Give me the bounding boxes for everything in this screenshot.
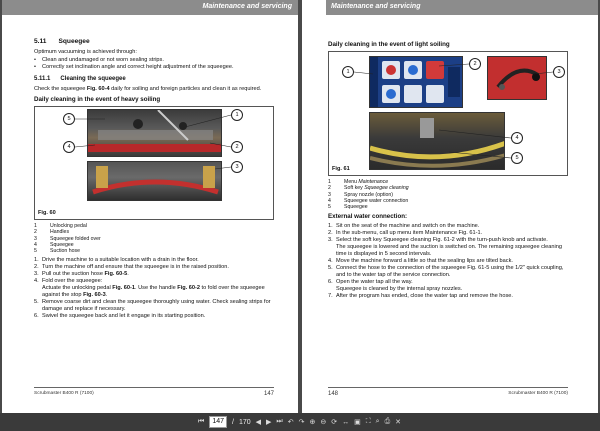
fig-ref[interactable]: Fig. 60-2 [177,285,200,292]
step-text: Fold over the squeegee: [42,278,103,285]
step-number [328,244,336,258]
step-text: Turn the machine off and ensure that the squeegee is in the raised position. [42,264,229,271]
callout-3: 3 [553,66,565,78]
figure-legend [34,223,274,254]
legend-num: 2 [328,185,331,192]
legend-text-italic: Maintenance [358,179,389,185]
step-text: Move the machine forward a little so that the sealing lips are tilted back. [336,258,513,265]
fig-ref[interactable]: Fig. 60-4 [86,86,110,92]
step-item [328,279,568,286]
page-separator: / [232,418,234,426]
legend-text-italic: Squeegee cleaning [364,185,409,192]
step-text-c: to fold over the squeegee against the stop [42,285,265,299]
light-soiling-title: Daily cleaning in the event of light soiling [328,41,450,48]
step-number: 5. [34,299,39,306]
callout-4: 4 [63,141,75,153]
step-text [42,285,274,299]
step-text: Sit on the seat of the machine and switch on the machine. [336,223,480,230]
page-header [326,0,598,15]
legend-text: Suction hose [50,248,80,255]
step-item [34,313,274,320]
prev-page-icon[interactable]: ◀ [255,419,262,426]
step-text: Squeegee is cleaned by the internal spray nozzles. [336,286,463,293]
header-title: Maintenance and servicing [202,3,292,10]
step-text: Drive the machine to a suitable location with a drain in the floor. [42,257,199,264]
legend-num: 2 [34,229,37,236]
legend-num: 1 [34,223,37,229]
section-name: Squeegee [58,38,90,45]
footer-model: Scrubmaster B400 R (7100) [508,391,568,396]
heavy-soiling-title: Daily cleaning in the event of heavy soiling [34,96,161,103]
step-text: Swivel the squeegee back and let it engage in its starting position. [42,313,206,320]
last-page-icon[interactable]: ⏭ [276,418,283,425]
print-icon[interactable]: ⎙ [384,418,391,425]
subsection-name: Cleaning the squeegee [60,76,126,82]
step-text: Select the soft key Squeegee cleaning Fig. 61-2 with the turn-push knob and activate. [336,237,548,244]
external-water-title: External water connection: [328,213,408,221]
fit-width-icon[interactable]: ↔ [342,418,350,426]
legend-num: 3 [34,235,37,242]
close-icon[interactable]: ✕ [395,419,402,426]
step-item [328,244,568,258]
step-item [328,237,568,244]
check-text-b: daily for soiling and foreign particles and clean it as required. [109,86,262,92]
legend-num: 4 [34,241,37,248]
subsection-number: 5.11.1 [34,76,51,82]
search-icon[interactable]: ⌕ [375,418,380,425]
rotate-icon[interactable]: ⟳ [331,419,338,426]
step-number: 3. [328,237,333,244]
step-item [34,264,274,271]
legend-text: Unlocking pedal [50,223,87,229]
step-text: Open the water tap all the way. [336,279,413,286]
step-item [328,230,568,237]
bullet-item: • Correctly set inclination angle and correct height adjustment of the squeegee. [34,64,274,71]
step-text-d: . [105,292,108,299]
figure-60 [34,106,274,220]
callout-2: 2 [469,58,481,70]
callout-1: 1 [342,66,354,78]
page-footer [34,387,274,397]
step-number: 6. [328,279,333,286]
legend-text: Squeegee folded over [50,235,101,242]
forward-icon[interactable]: ↷ [298,419,305,426]
zoom-out-icon[interactable]: ⊖ [320,419,327,426]
step-text [42,271,129,278]
figure-caption: Fig. 61 [332,166,350,172]
section-number: 5.11 [34,38,47,45]
callout-3: 3 [231,161,243,173]
callout-2: 2 [231,141,243,153]
step-item [34,285,274,299]
step-number: 2. [328,230,333,237]
step-number: 1. [328,223,333,230]
step-number [34,285,42,299]
step-number: 3. [34,271,39,278]
footer-page-number: 147 [263,391,274,397]
step-item [328,293,568,300]
legend-text-a: Soft key [344,185,365,192]
step-text: Remove coarse dirt and clean the squeegee thoroughly using water. Check sealing strips for damage and replace if necessary. [42,299,271,313]
page-header [2,0,298,15]
legend-text-a: Menu [344,179,359,185]
callout-4: 4 [511,132,523,144]
step-text: The squeegee is lowered and the suction is switched on. The remaining squeegee cleaning time is displayed in 5 second intervals. [336,244,562,258]
footer-model: Scrubmaster B400 R (7100) [34,391,94,396]
zoom-in-icon[interactable]: ⊕ [309,419,316,426]
step-text-b: . [127,271,129,278]
step-text: Connect the hose to the connection of the squeegee Fig. 61-5 using the 1/2" quick coupling, and to the water tap of the service connection. [336,265,564,279]
page-147 [2,0,298,413]
check-text [34,86,274,93]
legend-text: Squeegee water connection [344,197,409,204]
fig-ref[interactable]: Fig. 60-3 [83,292,106,299]
legend-row [34,248,274,254]
figure-61 [328,51,568,176]
legend-text: Spray nozzle (option) [344,191,394,198]
step-text: After the program has ended, close the water tap and remove the hose. [336,293,513,300]
subsection-title [34,76,274,83]
first-page-icon[interactable]: ⏮ [198,418,205,425]
page-content [34,38,274,320]
legend-num: 1 [328,179,331,185]
callout-1: 1 [231,109,243,121]
step-item [34,299,274,313]
figure-caption: Fig. 60 [38,210,56,216]
step-number: 5. [328,265,333,272]
legend-text: Handles [50,229,70,236]
external-water-steps [328,223,568,300]
step-text: In the sub-menu, call up menu item Maintenance Fig. 61-1. [336,230,483,237]
fig-ref[interactable]: Fig. 60-5 [104,271,128,278]
fit-page-icon[interactable]: ▣ [354,419,361,426]
step-item [328,265,568,279]
header-title: Maintenance and servicing [331,3,421,10]
step-item [34,271,274,278]
heavy-soiling-steps [34,257,274,320]
step-text-b: . Use the handle [135,285,178,292]
section-title [34,38,274,45]
step-number: 4. [328,258,333,265]
step-number: 6. [34,313,39,320]
fullscreen-icon[interactable]: ⛶ [365,418,371,425]
legend-text: Squeegee [50,241,74,248]
step-text-a: Pull out the suction hose [42,271,105,278]
callout-5: 5 [63,113,75,125]
back-icon[interactable]: ↶ [287,419,294,426]
viewer-toolbar [0,413,600,431]
legend-num: 4 [328,197,331,204]
intro-text: Optimum vacuuming is achieved through: [34,49,137,55]
check-text-a: Check the squeegee [34,86,87,92]
legend-num: 3 [328,191,331,198]
step-item [34,278,274,285]
step-text-a: Actuate the unlocking pedal [42,285,113,292]
step-number: 4. [34,278,39,285]
legend-text: Squeegee [344,204,368,211]
legend-num: 5 [34,248,37,255]
callout-leader-lines [35,107,275,207]
step-item [34,257,274,264]
next-page-icon[interactable]: ▶ [266,419,272,426]
step-item [328,286,568,293]
step-item [328,223,568,230]
callout-5: 5 [511,152,523,164]
figure-legend [328,179,568,210]
page-footer [328,387,568,397]
step-number: 2. [34,264,39,271]
page-number-input[interactable]: 147 [209,416,227,428]
page-content [328,38,568,300]
bullet-item: • Clean and undamaged or not worn sealing strips. [34,57,274,64]
total-pages: 170 [238,418,251,426]
callout-leader-lines [329,52,569,177]
step-number: 1. [34,257,39,264]
bullet-list [34,57,274,71]
legend-row [328,204,568,210]
step-item [328,258,568,265]
step-number [328,286,336,293]
legend-num: 5 [328,204,331,211]
step-number: 7. [328,293,333,300]
page-148 [302,0,598,413]
fig-ref[interactable]: Fig. 60-1 [112,285,135,292]
footer-page-number: 148 [328,391,339,397]
